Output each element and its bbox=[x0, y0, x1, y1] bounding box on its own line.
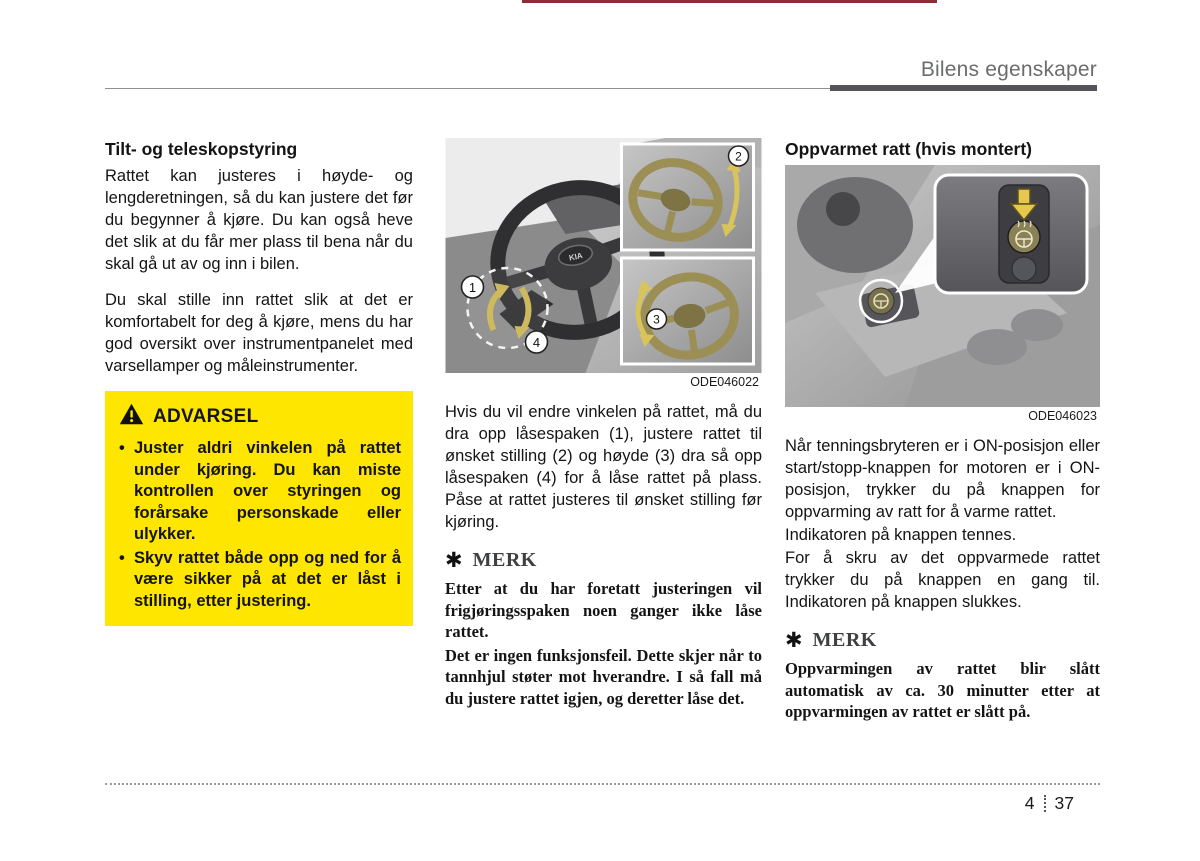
section-title-heated-wheel: Oppvarmet ratt (hvis montert) bbox=[785, 139, 1032, 159]
warning-title: ADVARSEL bbox=[153, 405, 259, 427]
figure-heated-wheel-button bbox=[785, 165, 1100, 407]
note-title: MERK bbox=[472, 549, 537, 571]
inset-tilt-up-down bbox=[622, 144, 754, 250]
note-paragraph-1: Etter at du har foretatt justeringen vil frigjøringsspaken noen ganger ikke låse rattet. bbox=[445, 579, 762, 641]
note-paragraph-1: Oppvarmingen av rattet blir slått automatisk av ca. 30 minutter etter at oppvarmingen av rattet er slått på. bbox=[785, 659, 1100, 721]
warning-item: • Juster aldri vinkelen på rattet under kjøring. Du kan miste kontrollen over styringen og forårsake personskade eller ulykker. bbox=[117, 438, 401, 546]
inset-button-closeup bbox=[935, 175, 1087, 293]
chapter-number: 4 bbox=[1024, 793, 1035, 813]
svg-text:1: 1 bbox=[468, 280, 477, 295]
warning-triangle-icon bbox=[119, 403, 144, 430]
warning-item: • Skyv rattet både opp og ned for å være sikker på at det er låst i stilling, etter justering. bbox=[117, 548, 401, 613]
warning-list bbox=[117, 438, 401, 612]
page-scan-artifact bbox=[522, 0, 937, 3]
heated-wheel-paragraph-1: Når tenningsbryteren er i ON-posisjon eller start/stopp-knappen for motoren er i ON-posisjon, trykker du på knappen for oppvarming av ratt for å varme rattet. bbox=[785, 437, 1100, 521]
section-title-tilt: Tilt- og teleskopstyring bbox=[105, 139, 298, 159]
tilt-paragraph-2: Du skal stille inn rattet slik at det er komfortabelt for deg å kjøre, mens du har god oversikt over instrumentpanelet med varsellamper og måleinstrumenter. bbox=[105, 291, 413, 375]
callout-4-badge bbox=[526, 331, 548, 353]
heated-wheel-paragraph-3: For å skru av det oppvarmede rattet trykker du på knappen en gang til. Indikatoren på knappen slukkes. bbox=[785, 549, 1100, 611]
tilt-paragraph-1: Rattet kan justeres i høyde- og lengderetningen, så du kan justere det før du begynner å kjøre. Du kan også heve det slik at du får mer plass til bena når du skal gå ut av og inn i bilen. bbox=[105, 167, 413, 273]
header-rule-accent bbox=[830, 85, 1097, 91]
page-in-chapter: 37 bbox=[1054, 793, 1074, 813]
chapter-header-title: Bilens egenskaper bbox=[920, 58, 1097, 81]
kia-logo: KIA bbox=[568, 250, 584, 263]
note-asterisk-icon: ✱ bbox=[445, 549, 463, 572]
note-heading bbox=[785, 629, 1100, 652]
note-heading bbox=[445, 549, 762, 572]
warning-header bbox=[119, 403, 401, 430]
note-title: MERK bbox=[812, 629, 877, 651]
gear-boot-illustration bbox=[797, 177, 913, 273]
figure-caption: ODE046023 bbox=[1028, 409, 1097, 423]
column-middle bbox=[445, 138, 762, 711]
heated-wheel-paragraph-2: Indikatoren på knappen tennes. bbox=[785, 526, 1017, 544]
inset-telescope bbox=[622, 258, 754, 364]
adjust-instructions-paragraph: Hvis du vil endre vinkelen på rattet, må du dra opp låsespaken (1), justere rattet til ønsket stilling (2) og høyde (3) dra så opp låsespaken (4) for å låse rattet på plass. Påse at rattet justeres til ønsket stilling før kjøring. bbox=[445, 403, 762, 531]
footer-dotted-rule bbox=[105, 783, 1100, 785]
callout-3-badge: 3 bbox=[653, 312, 660, 327]
svg-text:4: 4 bbox=[532, 335, 541, 350]
figure-caption: ODE046022 bbox=[690, 375, 759, 389]
note-asterisk-icon: ✱ bbox=[785, 629, 803, 652]
warning-box bbox=[105, 391, 413, 626]
figure-steering-adjustment bbox=[445, 138, 762, 373]
page-number-divider bbox=[1044, 795, 1046, 812]
note-paragraph-2: Det er ingen funksjonsfeil. Dette skjer når to tannhjul støter mot hverandre. I så fall må du justere rattet igjen, og deretter låse det. bbox=[445, 645, 762, 708]
column-left bbox=[105, 138, 413, 626]
callout-2-badge: 2 bbox=[735, 149, 742, 164]
callout-1-badge bbox=[462, 276, 484, 298]
page-number bbox=[1025, 793, 1074, 814]
column-right bbox=[785, 138, 1100, 725]
